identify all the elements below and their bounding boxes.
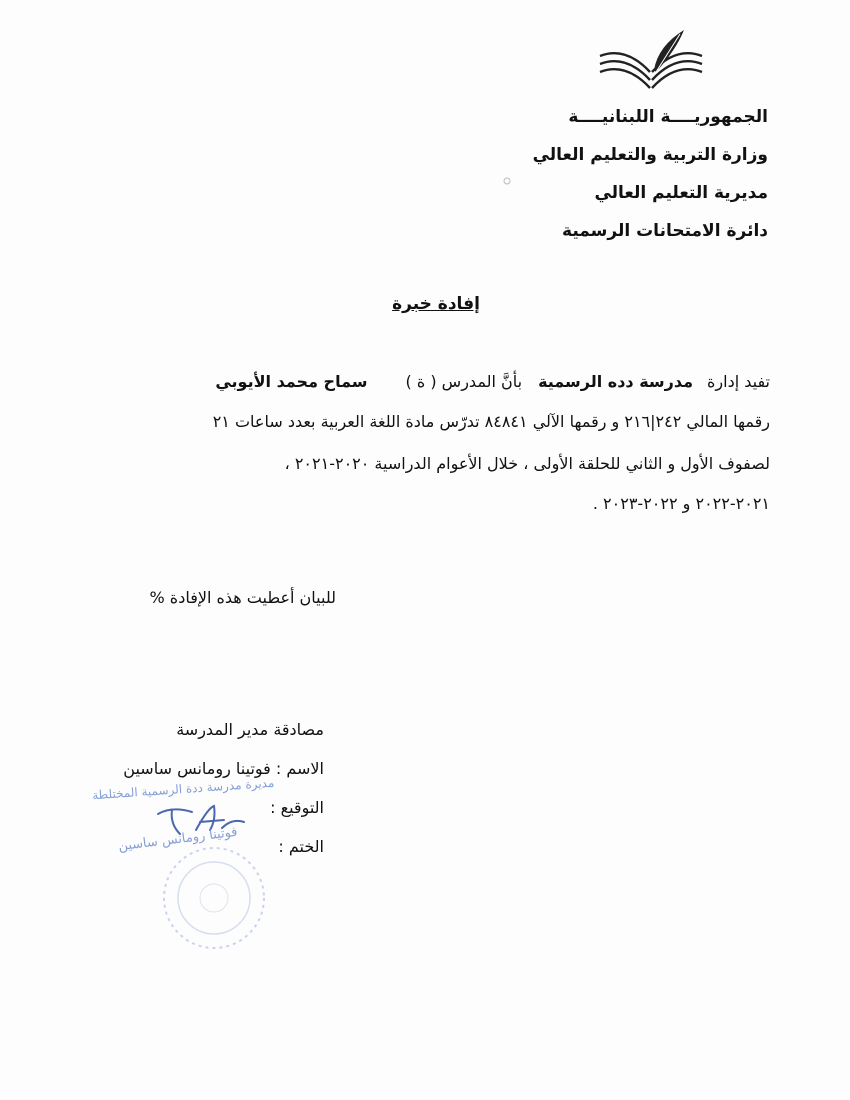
document-title-wrapper xyxy=(0,294,850,314)
stamp-title: مديرة مدرسة ددة الرسمية المختلطة xyxy=(91,775,275,803)
stamp-principal-name: فوتينا رومانس ساسين xyxy=(117,824,239,855)
document-title: إفادة خبرة xyxy=(392,294,480,314)
stamp-label: الختم : xyxy=(278,837,324,856)
letterhead-ministry: وزارة التربية والتعليم العالي xyxy=(532,145,768,165)
body-line-1 xyxy=(215,372,770,391)
signature-heading: مصادقة مدير المدرسة xyxy=(176,720,324,739)
open-book-quill-icon xyxy=(596,28,706,90)
body-line-2: رقمها المالي ٢٤٢|٢١٦ و رقمها الآلي ٨٤٨٤١ تدرّس مادة اللغة العربية بعدد ساعات ٢١ xyxy=(212,412,770,431)
letterhead xyxy=(533,98,768,250)
body-line-3: لصفوف الأول و الثاني للحلقة الأولى ، خلال الأعوام الدراسية ٢٠٢٠-٢٠٢١ ، xyxy=(284,454,770,473)
letterhead-department: دائرة الامتحانات الرسمية xyxy=(562,221,768,241)
teacher-name: سماح محمد الأيوبي xyxy=(215,372,368,391)
principal-name: الاسم : فوتينا رومانس ساسين xyxy=(123,759,324,778)
signature-label: التوقيع : xyxy=(270,798,324,817)
closing-statement: للبيان أعطيت هذه الإفادة % xyxy=(149,588,336,607)
body-line-4: ٢٠٢١-٢٠٢٢ و ٢٠٢٢-٢٠٢٣ . xyxy=(592,494,770,513)
letterhead-republic: الجمهوريــــة اللبنانيــــة xyxy=(568,107,768,127)
body-prefix: تفيد إدارة xyxy=(707,372,770,391)
school-name: مدرسة دده الرسمية xyxy=(538,372,694,391)
teacher-phrase: بأنَّ المدرس ( ة ) xyxy=(405,372,523,391)
letterhead-directorate: مديرية التعليم العالي xyxy=(594,183,768,203)
paper-speck xyxy=(502,176,512,186)
